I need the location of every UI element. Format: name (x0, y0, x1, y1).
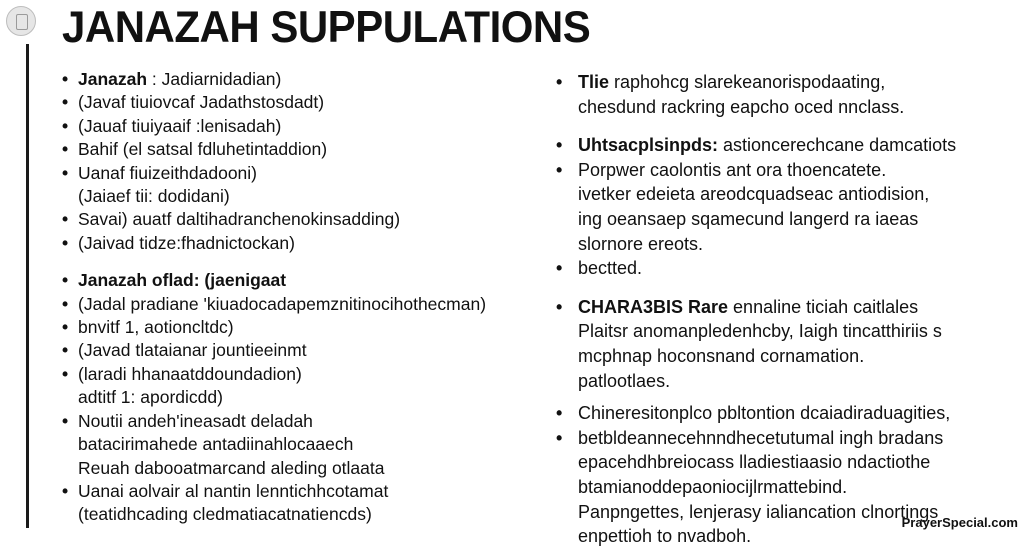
item-text: batacirimahede antadiinahlocaaech (78, 434, 354, 455)
bullet-icon: • (62, 410, 69, 431)
bullet-icon: • (62, 92, 69, 113)
list-item (556, 232, 976, 257)
item-text: Reuah dabooatmarcand aleding otlaata (78, 457, 385, 478)
item-text: patlootlaes. (578, 370, 671, 391)
item-text: adtitf 1: apordicdd) (78, 387, 223, 408)
item-heading: Janazah oflad: (jaenigaat (78, 270, 287, 291)
right-column-list (556, 70, 976, 549)
site-watermark: PrayerSpecial.com (901, 515, 1018, 530)
bullet-icon: • (62, 317, 69, 338)
item-text: ing oeansaep sqamecund langerd ra iaeas (578, 208, 919, 229)
bullet-icon: • (556, 403, 563, 424)
item-text: raphohcg slarekeanorispodaating, (609, 72, 886, 92)
item-text: Savai) auatf daltihadranchenokinsadding) (78, 209, 401, 230)
item-text: (Javaf tiuiovcaf Jadathstosdadt) (78, 92, 325, 113)
item-text: (Jaivad tidze:fhadnictockan) (78, 232, 295, 253)
left-column-list (62, 68, 532, 527)
list-item (62, 457, 532, 480)
list-item (62, 386, 532, 409)
list-item (556, 158, 976, 183)
list-item (556, 344, 976, 369)
bullet-icon: • (62, 209, 69, 230)
item-text: btamianoddepaoniocijlrmattebind. (578, 476, 848, 497)
bullet-icon: • (62, 69, 69, 89)
bullet-icon: • (62, 340, 69, 361)
bullet-icon: • (62, 139, 69, 160)
list-item (556, 401, 976, 426)
list-item (62, 293, 532, 316)
bullet-icon: • (556, 258, 563, 279)
item-text: Chineresitonplco pbltontion dcaiadiraduagities, (578, 403, 951, 424)
list-item (62, 269, 532, 292)
item-text: Panpngettes, lenjerasy ialiancation clnortings (578, 501, 939, 522)
list-item (556, 319, 976, 344)
item-text: bnvitf 1, aotioncltdc) (78, 317, 234, 338)
list-item (62, 410, 532, 433)
item-text: (Jadal pradiane 'kiuadocadapemznitinocihothecman) (78, 293, 487, 314)
list-item (62, 115, 532, 138)
list-item (556, 369, 976, 394)
item-text: astioncerechcane damcatiots (718, 135, 957, 156)
item-text: (Javad tlataianar jountieeinmt (78, 340, 307, 361)
bullet-icon: • (62, 162, 69, 183)
item-text: Uanaf fiuizeithdadooni) (78, 162, 258, 183)
item-text: : Jadiarnidadian) (147, 69, 282, 89)
list-item (556, 450, 976, 475)
list-item (556, 426, 976, 451)
bullet-icon: • (62, 480, 69, 501)
bullet-icon: • (556, 427, 563, 448)
item-text: ennaline ticiah caitlales (728, 296, 919, 317)
bullet-icon: • (556, 72, 563, 92)
list-item (556, 133, 976, 158)
left-vertical-rule (26, 44, 29, 528)
item-text: enpettioh to nvadboh. (578, 526, 752, 547)
bullet-icon: • (62, 293, 69, 314)
list-item (62, 433, 532, 456)
bullet-icon: • (556, 159, 563, 180)
list-item (556, 182, 976, 207)
list-item (62, 68, 532, 91)
page-title: JANAZAH SUPPULATIONS (62, 2, 591, 52)
item-text: (teatidhcading cledmatiacatnatiencds) (78, 504, 372, 525)
item-heading: Uhtsacplsinpds: (578, 135, 719, 156)
list-item (62, 162, 532, 185)
list-item (62, 91, 532, 114)
item-text: Bahif (el satsal fdluhetintaddion) (78, 139, 328, 160)
item-text: betbldeannecehnndhecetutumal ingh bradans (578, 427, 944, 448)
list-item (62, 363, 532, 386)
item-heading: Tlie (578, 72, 610, 92)
bullet-icon: • (62, 232, 69, 253)
list-item (556, 70, 976, 95)
list-item (62, 503, 532, 526)
item-text: (Jaiaef tii: dodidani) (78, 186, 230, 207)
list-item (62, 339, 532, 362)
item-text: epacehdhbreiocass lladiestiaasio ndactiothe (578, 452, 931, 473)
item-text: Uanai aolvair al nantin lenntichhcotamat (78, 480, 389, 501)
list-item (556, 295, 976, 320)
list-item (62, 232, 532, 255)
item-text: bectted. (578, 258, 643, 279)
bullet-icon: • (556, 296, 563, 317)
list-item (62, 138, 532, 161)
item-text: Noutii andeh'ineasadt deladah (78, 410, 313, 431)
list-item (62, 185, 532, 208)
list-item (556, 207, 976, 232)
site-logo-icon (6, 6, 36, 36)
item-text: Plaitsr anomanpledenhcby, Iaigh tincatthiriis s (578, 321, 942, 342)
bullet-icon: • (62, 363, 69, 384)
item-heading: CHARA3BIS Rare (578, 296, 729, 317)
item-text: slornore ereots. (578, 233, 704, 254)
item-text: mcphnap hoconsnand cornamation. (578, 345, 865, 366)
item-text: chesdund rackring eapcho oced nnclass. (578, 96, 905, 117)
item-text: (laradi hhanaatddoundadion) (78, 363, 302, 384)
list-item (556, 95, 976, 120)
list-item (556, 475, 976, 500)
list-item (62, 208, 532, 231)
item-text: (Jauaf tiuiyaaif :lenisadah) (78, 115, 282, 136)
list-item (62, 480, 532, 503)
bullet-icon: • (62, 115, 69, 136)
list-item (556, 256, 976, 281)
item-text: Porpwer caolontis ant ora thoencatete. (578, 159, 887, 180)
list-item (62, 316, 532, 339)
item-text: ivetker edeieta areodcquadseac antiodision, (578, 184, 930, 205)
item-heading: Janazah (78, 69, 148, 89)
bullet-icon: • (62, 270, 69, 291)
bullet-icon: • (556, 135, 563, 156)
